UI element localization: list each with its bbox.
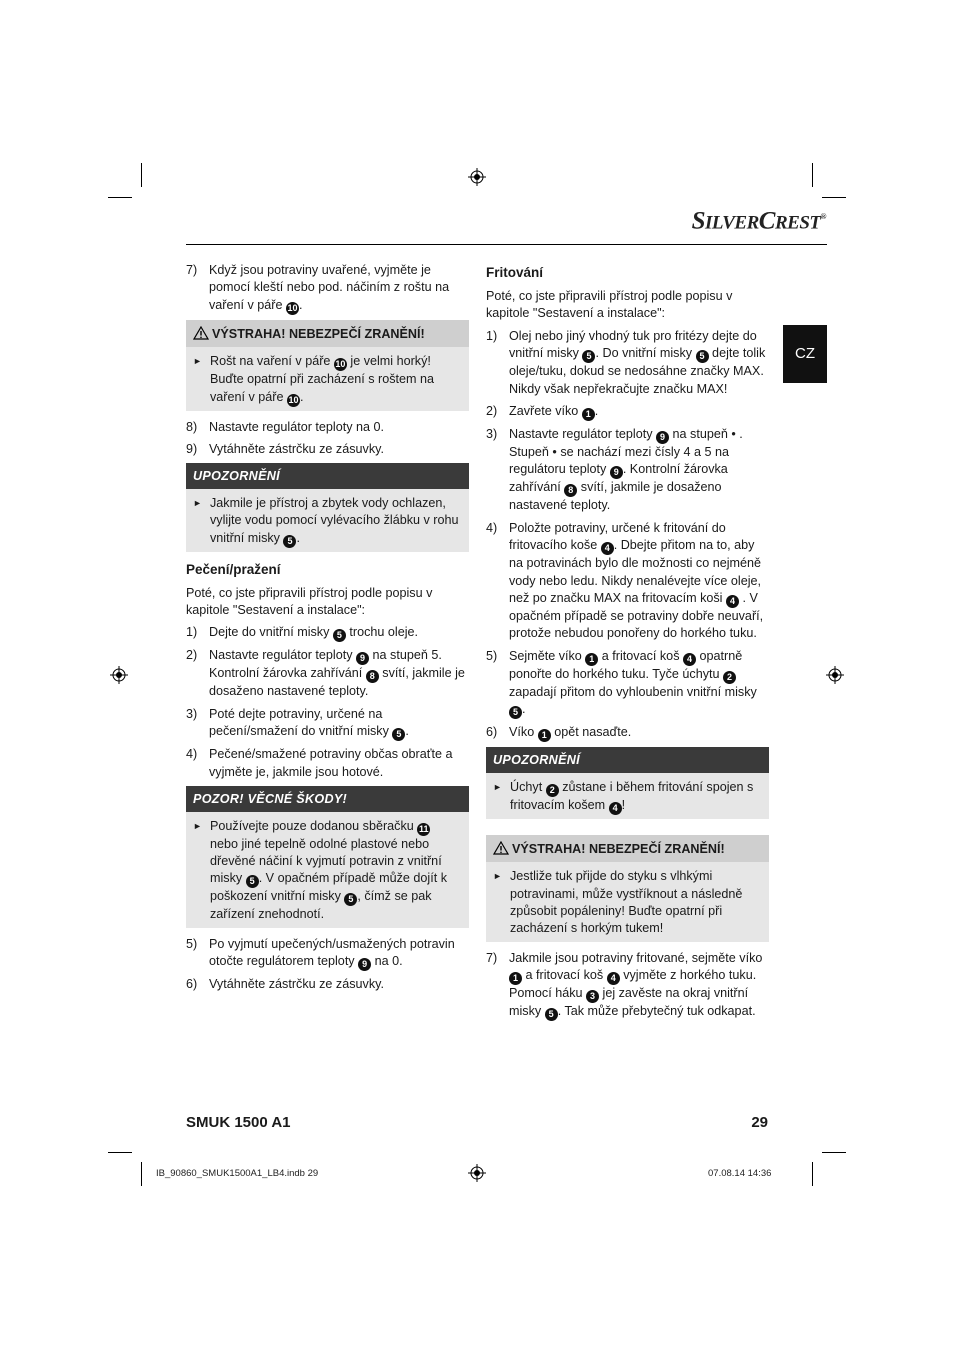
- crop-mark: [108, 197, 132, 198]
- crop-mark: [812, 163, 813, 187]
- model-name: SMUK 1500 A1: [186, 1114, 291, 1131]
- crop-mark: [812, 1162, 813, 1186]
- intro-text: Poté, co jste připravili přístroj podle popisu v kapitole "Sestavení a instalace":: [486, 289, 733, 321]
- step-2: 2) Nastavte regulátor teploty 9 na stupeň 5. Kontrolní žárovka zahřívání 8 svítí, jakmile je dosaženo nastavené teploty.: [186, 648, 465, 699]
- arrow-bullet-icon: ►: [493, 781, 502, 792]
- step-5: 5) Sejměte víko 1 a fritovací koš 4 opatrně ponořte do horkého tuku. Tyče úchytu 2 zapadají přitom do vyhloubenin vnitřní misky 5 .: [486, 648, 757, 718]
- print-slug-date: 07.08.14 14:36: [708, 1168, 772, 1179]
- registration-mark-icon: [826, 666, 844, 684]
- left-column: [186, 262, 469, 999]
- step-7: 7) Jakmile jsou potraviny fritované, sejměte víko 1 a fritovací koš 4 vyjměte z horkého tuku. Pomocí háku 3 jej zavěste na okraj vnitřní misky 5 . Tak může přebytečný tuk odkapat.: [486, 950, 763, 1020]
- language-tab: CZ: [783, 325, 827, 383]
- warning-box: VÝSTRAHA! NEBEZPEČÍ ZRANĚNÍ! ► Jestliže tuk přijde do styku s vlhkými potravinami, může vystříknout a následně způsobit popáleniny! Buďte opatrní při zacházení s horkým tukem!: [486, 835, 769, 942]
- crop-mark: [822, 197, 846, 198]
- step-1: 1) Dejte do vnitřní misky 5 trochu oleje.: [186, 625, 418, 641]
- step-6: 6) Vytáhněte zástrčku ze zásuvky.: [186, 977, 384, 992]
- section-heading: Pečení/pražení: [186, 561, 281, 577]
- registration-mark-icon: [110, 666, 128, 684]
- note-title: UPOZORNĚNÍ: [486, 747, 769, 772]
- crop-mark: [141, 1162, 142, 1186]
- note-box: UPOZORNĚNÍ ► Jakmile je přístroj a zbytek vody ochlazen, vylijte vodu pomocí vylévacího žlábku v rohu vnitřní misky 5 .: [186, 463, 469, 551]
- warning-title: VÝSTRAHA! NEBEZPEČÍ ZRANĚNÍ!: [512, 841, 725, 856]
- warning-box: VÝSTRAHA! NEBEZPEČÍ ZRANĚNÍ! ► Rošt na vaření v páře 10 je velmi horký! Buďte opatrní při zacházení s roštem na vaření v páře 10 .: [186, 320, 469, 411]
- note-title: UPOZORNĚNÍ: [186, 463, 469, 488]
- step-4: 4) Pečené/smažené potraviny občas obraťte a vyjměte je, jakmile jsou hotové.: [186, 747, 453, 779]
- step-1: 1) Olej nebo jiný vhodný tuk pro fritézy dejte do vnitřní misky 5 . Do vnitřní misky 5 dejte tolik oleje/tuku, dokud se nedosáhne značky MAX. Nikdy však nepřekračujte značku MAX!: [486, 328, 766, 396]
- intro-text: Poté, co jste připravili přístroj podle popisu v kapitole "Sestavení a instalace":: [186, 585, 433, 618]
- print-slug-file: IB_90860_SMUK1500A1_LB4.indb 29: [156, 1168, 319, 1179]
- note-box: UPOZORNĚNÍ ► Úchyt 2 zůstane i během fritování spojen s fritovacím košem 4 !: [486, 747, 769, 818]
- step-7: 7) Když jsou potraviny uvařené, vyjměte je pomocí kleští nebo pod. náčiním z roštu na vaření v páře 10 .: [186, 263, 450, 313]
- right-column: [486, 263, 769, 1026]
- step-2: 2) Zavřete víko 1 .: [486, 404, 599, 420]
- crop-mark: [108, 1152, 132, 1153]
- section-heading: Fritování: [486, 265, 544, 280]
- crop-mark: [141, 163, 142, 187]
- arrow-bullet-icon: ►: [193, 497, 202, 508]
- step-3: 3) Nastavte regulátor teploty 9 na stupeň • . Stupeň • se nachází mezi čísly 4 a 5 na regulátoru teploty 9 . Kontrolní žárovka zahřívání 8 svítí, jakmile je dosaženo nastavené teploty.: [486, 427, 743, 513]
- warning-title: VÝSTRAHA! NEBEZPEČÍ ZRANĚNÍ!: [212, 326, 425, 341]
- crop-mark: [822, 1152, 846, 1153]
- caution-title: POZOR! VĚCNÉ ŠKODY!: [186, 786, 469, 811]
- arrow-bullet-icon: ►: [493, 871, 502, 882]
- step-3: 3) Poté dejte potraviny, určené na pečení/smažení do vnitřní misky 5 .: [186, 706, 409, 740]
- arrow-bullet-icon: ►: [193, 356, 202, 367]
- warning-triangle-icon: [493, 841, 509, 855]
- step-4: 4) Položte potraviny, určené k fritování do fritovacího koše 4 . Dbejte přitom na to, aby na potravinách bylo dle možnosti co nejméně vody nebo ledu. Nikdy nenalévejte více oleje, než po značku MAX na fritovacím koši 4 . V opačném případě se potraviny dobře neuvaří, protože nebudou ponořeny do horkého tuku.: [486, 520, 764, 641]
- arrow-bullet-icon: ►: [193, 820, 202, 831]
- step-5: 5) Po vyjmutí upečených/usmažených potravin otočte regulátorem teploty 9 na 0.: [186, 936, 455, 970]
- caution-box: POZOR! VĚCNÉ ŠKODY! ► Používejte pouze dodanou sběračku 11 nebo jiné tepelně odolné plastové nebo dřevěné náčiní k vyjmutí potravin z vnitřní misky 5 . V opačném případě může dojít k poškození vnitřní misky 5 , čímž se pak zařízení znehodnotí.: [186, 786, 469, 928]
- warning-triangle-icon: [193, 326, 209, 340]
- registration-mark-icon: [468, 168, 486, 186]
- header-rule: [186, 244, 827, 245]
- page-number: 29: [751, 1114, 768, 1131]
- brand-logo: SILVERCREST®: [691, 207, 826, 235]
- registration-mark-icon: [468, 1164, 486, 1182]
- step-8: 8) Nastavte regulátor teploty na 0.: [186, 419, 385, 434]
- step-9: 9) Vytáhněte zástrčku ze zásuvky.: [186, 442, 384, 457]
- step-6: 6) Víko 1 opět nasaďte.: [486, 725, 632, 741]
